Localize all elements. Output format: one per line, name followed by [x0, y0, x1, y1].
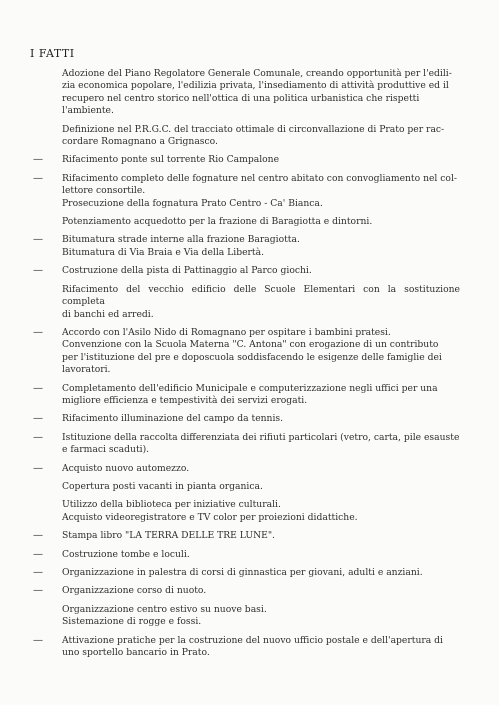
list-item-text: [62, 284, 460, 321]
list-item-text: [62, 481, 460, 493]
list-item: [0, 383, 499, 408]
list-item: [0, 604, 499, 629]
list-item-text: [62, 463, 460, 475]
list-item-text: [62, 604, 460, 629]
list-dash: —: [33, 634, 43, 646]
list-item: [0, 499, 499, 524]
list-dash: —: [33, 172, 43, 184]
text-line: Organizzazione in palestra di corsi di ginnastica per giovani, adulti e anziani.: [62, 567, 423, 578]
list-item-text: [62, 234, 460, 259]
text-line: recupero nel centro storico nell'ottica di una politica urbanistica che rispetti: [62, 92, 420, 104]
list-item-text: [62, 499, 460, 524]
list-item: [0, 413, 499, 425]
text-line: l'ambiente.: [62, 105, 114, 117]
list-dash: —: [33, 154, 43, 166]
text-line: Organizzazione centro estivo su nuove basi.: [62, 603, 267, 615]
text-line: lavoratori.: [62, 364, 111, 376]
text-line: Completamento dell'edificio Municipale e computerizzazione negli uffici per una: [62, 382, 438, 394]
list-item: [0, 216, 499, 228]
text-line: Istituzione della raccolta differenziata dei rifiuti particolari (vetro, carta, pile esauste: [62, 431, 460, 443]
text-line: Adozione del Piano Regolatore Generale Comunale, creando opportunità per l'edili-: [62, 68, 452, 79]
text-line: Rifacimento illuminazione del campo da tennis.: [62, 413, 284, 425]
list-item: [0, 635, 499, 660]
list-item: [0, 154, 499, 166]
list-item: [0, 585, 499, 597]
text-line: Sistemazione di rogge e fossi.: [62, 616, 202, 628]
text-line: Utilizzo della biblioteca per iniziative culturali.: [62, 499, 281, 511]
list-item-text: [62, 413, 460, 425]
list-item-text: [62, 549, 460, 561]
list-item-text: [62, 432, 460, 457]
list-item-text: [62, 68, 460, 118]
list-dash: —: [33, 548, 43, 560]
text-line: Definizione nel P.R.G.C. del tracciato ottimale di circonvallazione di Prato per rac-: [62, 123, 445, 135]
text-line: Acquisto videoregistratore e TV color per proiezioni didattiche.: [62, 511, 358, 523]
list-dash: —: [33, 431, 43, 443]
list-item-text: [62, 124, 460, 149]
text-line: zia economica popolare, l'edilizia privata, l'insediamento di attività produttive ed il: [62, 80, 449, 92]
text-line: Copertura posti vacanti in pianta organica.: [62, 480, 263, 492]
text-line: Stampa libro "LA TERRA DELLE TRE LUNE".: [62, 530, 275, 542]
list-item: [0, 463, 499, 475]
text-line: per l'istituzione del pre e doposcuola soddisfacendo le esigenze delle famiglie dei: [62, 351, 442, 363]
text-line: lettore consortile.: [62, 185, 146, 197]
facts-list: [0, 68, 499, 665]
text-line: Potenziamento acquedotto per la frazione di Baragiotta e dintorni.: [62, 216, 373, 228]
list-item-text: [62, 327, 460, 377]
list-item-text: [62, 216, 460, 228]
text-line: Bitumatura di Via Braia e Via della Libertà.: [62, 246, 264, 258]
list-item: [0, 68, 499, 118]
list-item-text: [62, 383, 460, 408]
list-item-text: [62, 265, 460, 277]
text-line: Costruzione della pista di Pattinaggio al Parco giochi.: [62, 265, 312, 277]
list-item-text: [62, 585, 460, 597]
list-item-text: [62, 567, 460, 579]
list-item-text: [62, 635, 460, 660]
text-line: Acquisto nuovo automezzo.: [62, 462, 190, 474]
list-item-text: [62, 530, 460, 542]
text-line: Prosecuzione della fognatura Prato Centro - Ca' Bianca.: [62, 197, 323, 209]
list-item: [0, 549, 499, 561]
text-line: cordare Romagnano a Grignasco.: [62, 136, 218, 148]
text-line: Rifacimento ponte sul torrente Rio Campalone: [62, 154, 280, 166]
text-line: Accordo con l'Asilo Nido di Romagnano per ospitare i bambini pratesi.: [62, 326, 391, 338]
text-line: Bitumatura strade interne alla frazione Baragiotta.: [62, 234, 300, 246]
text-line: di banchi ed arredi.: [62, 308, 154, 320]
list-item: [0, 124, 499, 149]
list-dash: —: [33, 567, 43, 578]
list-item: [0, 327, 499, 377]
text-line: Costruzione tombe e loculi.: [62, 548, 190, 560]
list-dash: —: [33, 413, 43, 425]
list-dash: —: [33, 234, 43, 246]
list-item: [0, 481, 499, 493]
list-item: [0, 432, 499, 457]
list-dash: —: [33, 265, 43, 277]
list-item-text: [62, 154, 460, 166]
list-item: [0, 530, 499, 542]
text-line: Convenzione con la Scuola Materna "C. Antona" con erogazione di un contributo: [62, 339, 439, 351]
text-line: migliore efficienza e tempestività dei servizi erogati.: [62, 394, 308, 406]
list-item: [0, 173, 499, 210]
text-line: e farmaci scaduti).: [62, 444, 150, 456]
section-heading: I FATTI: [30, 47, 75, 60]
list-dash: —: [33, 326, 43, 338]
list-item: [0, 234, 499, 259]
list-item: [0, 284, 499, 321]
text-line: Rifacimento completo delle fognature nel centro abitato con convogliamento nel col-: [62, 172, 458, 184]
text-line: Organizzazione corso di nuoto.: [62, 585, 207, 597]
list-dash: —: [33, 585, 43, 597]
list-dash: —: [33, 530, 43, 542]
text-line: Attivazione pratiche per la costruzione del nuovo ufficio postale e dell'apertura di: [62, 634, 443, 646]
text-line: Rifacimento del vecchio edificio delle Scuole Elementari con la sostituzione completa: [62, 283, 460, 308]
list-item: [0, 265, 499, 277]
list-item: [0, 567, 499, 579]
list-dash: —: [33, 462, 43, 474]
list-dash: —: [33, 382, 43, 394]
list-item-text: [62, 173, 460, 210]
text-line: uno sportello bancario in Prato.: [62, 647, 210, 659]
